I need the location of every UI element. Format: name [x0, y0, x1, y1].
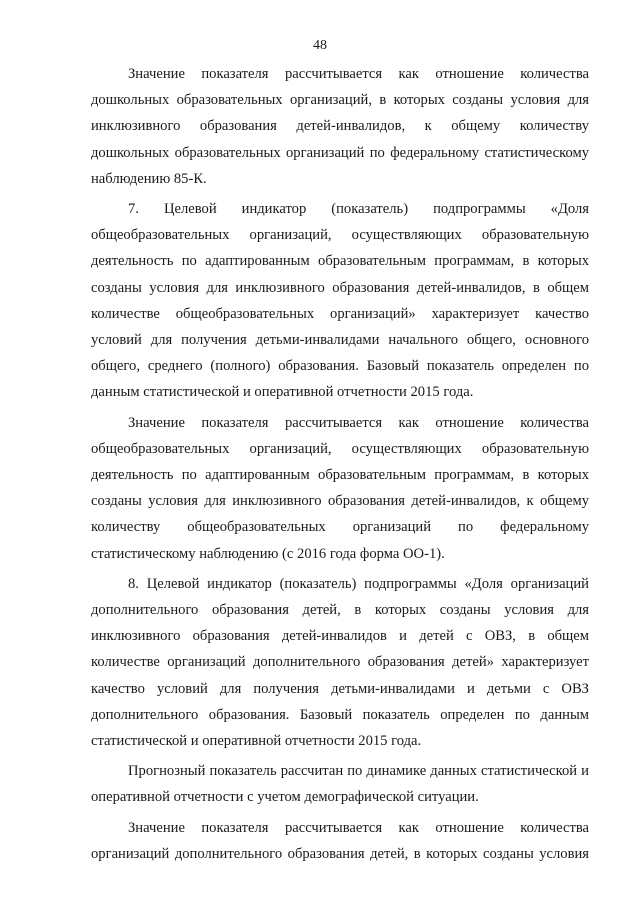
paragraph-2: 7. Целевой индикатор (показатель) подпрограммы «Доля общеобразовательных организаций, осуществляющих образовательную деятельность по адаптированным образовательным программам, в которых созданы условия для инклюзивного образования детей-инвалидов, в общем количестве общеобразовательных организаций» характеризует качество условий для получения детьми-инвалидами начального общего, основного общего, среднего (полного) образования. Базовый показатель определен по данным статистической и оперативной отчетности 2015 года. [91, 201, 589, 401]
page-number: 48 [313, 38, 327, 53]
paragraph-3: Значение показателя рассчитывается как отношение количества общеобразовательных организаций, осуществляющих образовательную деятельность по адаптированным образовательным программам, в которых созданы условия для инклюзивного образования детей-инвалидов, к общему количеству общеобразовательных организаций по федеральному статистическому наблюдению (с 2016 года форма ОО-1). [91, 414, 589, 562]
paragraph-6: Значение показателя рассчитывается как отношение количества организаций дополнительного образования детей, в которых созданы условия [91, 819, 589, 862]
document-body [91, 61, 589, 867]
paragraph-5: Прогнозный показатель рассчитан по динамике данных статистической и оперативной отчетности с учетом демографической ситуации. [91, 763, 589, 806]
paragraph-1: Значение показателя рассчитывается как отношение количества дошкольных образовательных организаций, в которых созданы условия для инклюзивного образования детей-инвалидов, к общему количеству дошкольных образовательных организаций по федеральному статистическому наблюдению 85-К. [91, 66, 589, 187]
paragraph-4: 8. Целевой индикатор (показатель) подпрограммы «Доля организаций дополнительного образования детей, в которых созданы условия для инклюзивного образования детей-инвалидов и детей с ОВЗ, в общем количестве организаций дополнительного образования детей» характеризует качество условий для получения детьми-инвалидами и детьми с ОВЗ дополнительного образования. Базовый показатель определен по данным статистической и оперативной отчетности 2015 года. [91, 575, 589, 750]
